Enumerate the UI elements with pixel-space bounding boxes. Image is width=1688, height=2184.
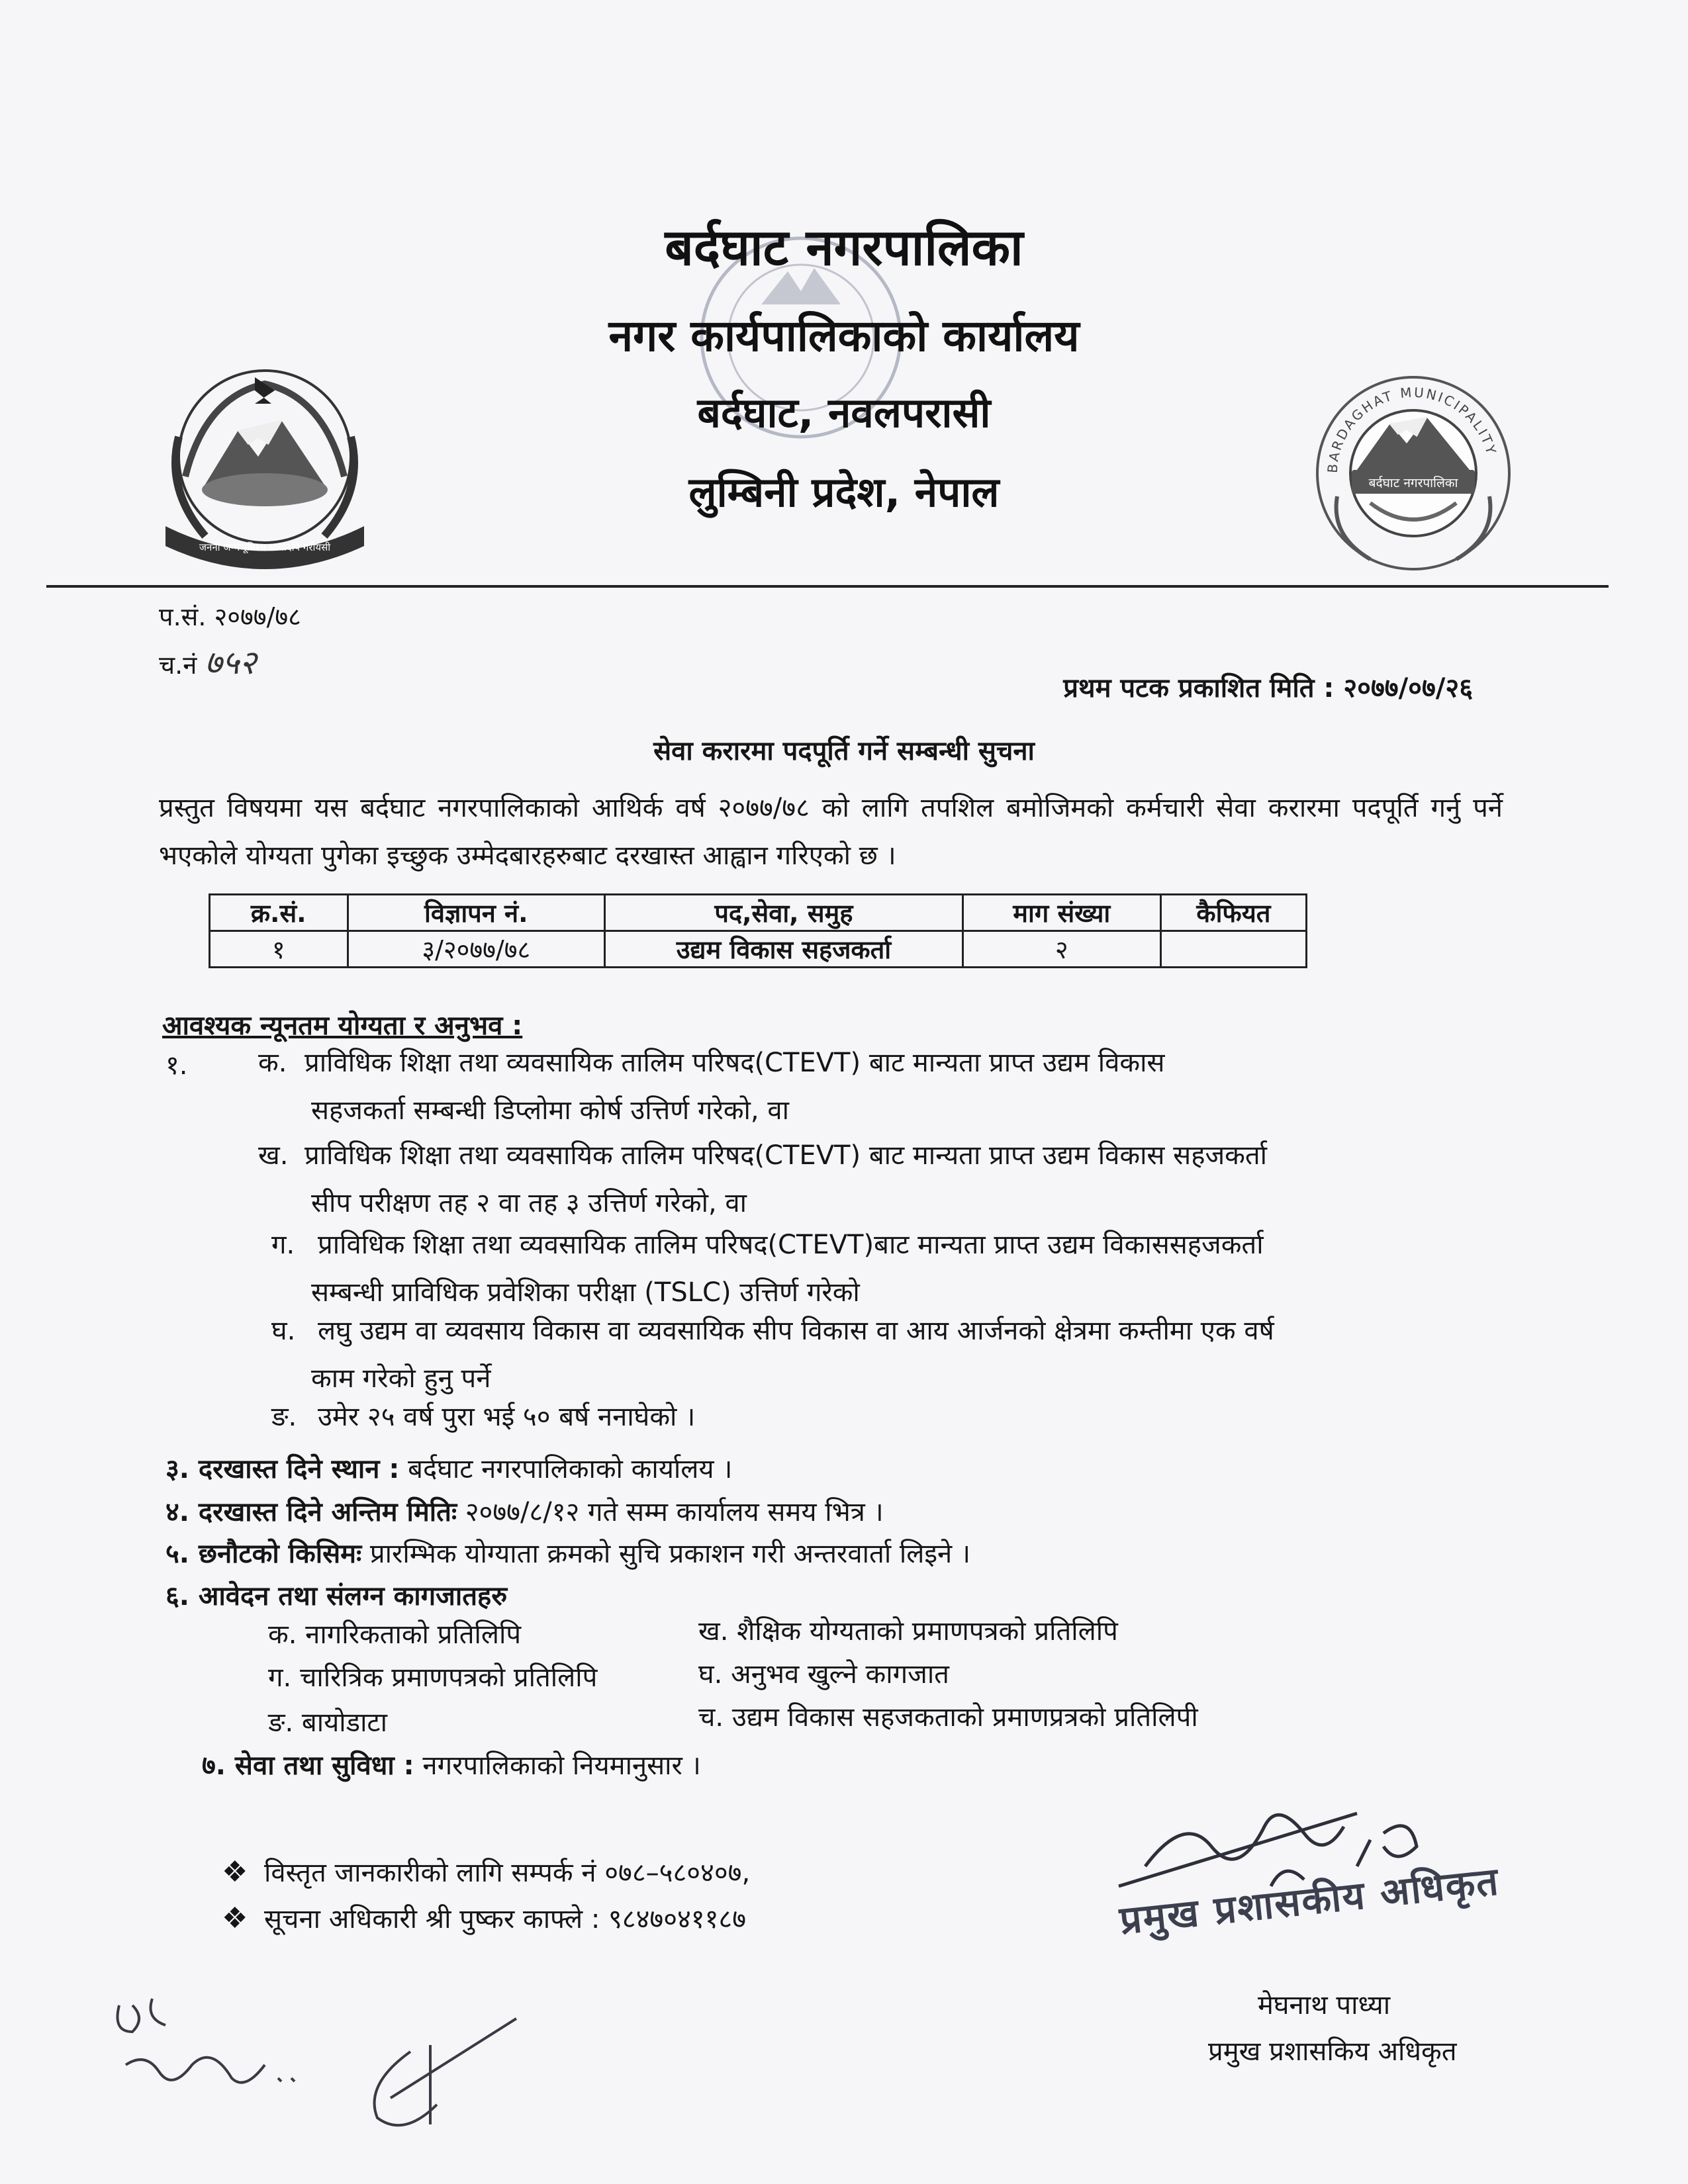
published-date-value: २०७७/०७/२६ [1343,673,1473,704]
document-item: ङ. बायोडाटा [268,1707,387,1738]
section-label: ४. दरखास्त दिने अन्तिम मितिः [165,1497,457,1527]
requirement-item [271,1221,1489,1316]
intro-paragraph: प्रस्तुत विषयमा यस बर्दघाट नगरपालिकाको आथिर्क वर्ष २०७७/७८ को लागि तपशिल बमोजिमको कर्मचारी सेवा करारमा पदपूर्ति गर्नु पर्ने भएकोले योग्यता पुगेका इच्छुक उम्मेदबारहरुबाट दरखास्त आह्वान गरिएको छ । [159,793,1503,871]
logo-text: बर्दघाट नगरपालिका [1368,476,1458,490]
logo-ring-text: BARDAGHAT MUNICIPALITY [1324,384,1500,474]
req-line: सम्बन्धी प्राविधिक प्रवेशिका परीक्षा (TSLC) उत्तिर्ण गरेको [311,1277,860,1308]
section-documents [165,1576,507,1613]
requirement-item [271,1393,1489,1441]
req-line: प्राविधिक शिक्षा तथा व्यवसायिक तालिम परिषद(CTEVT) बाट मान्यता प्राप्त उद्यम विकास [305,1048,1165,1078]
municipality-name: बर्दघाट नगरपालिका [665,218,1023,277]
req-line: उमेर २५ वर्ष पुरा भई ५० बर्ष ननाघेको । [318,1402,696,1432]
section-label: ३. दरखास्त दिने स्थान : [165,1454,400,1484]
section-value: नगरपालिकाको नियमानुसार । [422,1751,701,1781]
signatory-title: प्रमुख प्रशासकिय अधिकृत [1208,2036,1457,2067]
section-value: प्रारम्भिक योग्याता क्रमको सुचि प्रकाशन गरी अन्तरवार्ता लिइने । [369,1539,971,1569]
req-line: सहजकर्ता सम्बन्धी डिप्लोमा कोर्ष उत्तिर्ण गरेको, वा [311,1095,789,1126]
req-letter: घ. [271,1316,296,1346]
published-date-label: प्रथम पटक प्रकाशित मिति : [1063,673,1335,704]
req-line: प्राविधिक शिक्षा तथा व्यवसायिक तालिम परिषद(CTEVT) बाट मान्यता प्राप्त उद्यम विकास सहजकर्ता [305,1140,1268,1171]
section-facilities [202,1746,701,1782]
ps-label: प.सं. [159,602,207,631]
diamond-bullet-icon: ❖ [222,1855,248,1889]
document-item: क. नागरिकताको प्रतिलिपि [268,1619,522,1650]
section-label: ६. आवेदन तथा संलग्न कागजातहरु [165,1581,508,1612]
diamond-bullet-icon: ❖ [222,1901,248,1935]
contact-item [222,1853,750,1889]
section-label: ५. छनौटको किसिमः [165,1539,362,1569]
req-line: प्राविधिक शिक्षा तथा व्यवसायिक तालिम परिषद(CTEVT)बाट मान्यता प्राप्त उद्यम विकाससहजकर्ता [318,1230,1264,1260]
section-deadline [165,1492,884,1529]
post-table [209,893,1307,968]
document-item: च. उद्यम विकास सहजकताको प्रमाणप्रत्रको प्रतिलिपी [698,1702,1198,1733]
req-line: लघु उद्यम वा व्यवसाय विकास वा व्यवसायिक सीप विकास वा आय आर्जनको क्षेत्रमा कम्तीमा एक वर्ष [318,1316,1274,1346]
cn-value: ७५२ [205,643,257,682]
cell-adv-no: ३/२०७७/७८ [348,931,605,968]
ref-cn [159,639,256,684]
header-divider [46,585,1609,588]
province-name: लुम्बिनी प्रदेश, नेपाल [688,468,1000,516]
cell-post: उद्यम विकास सहजकर्ता [605,931,963,968]
requirement-item [258,1039,1476,1134]
notice-subject: सेवा करारमा पदपूर्ति गर्ने सम्बन्धी सुचना [653,736,1035,766]
emblem-ribbon-text: जननी जन्मभूमिश्च स्वर्गादपि गरीयसी [199,541,331,553]
col-demand: माग संख्या [962,895,1160,931]
req-letter: क. [258,1048,287,1078]
published-date [1063,668,1473,705]
req-line: काम गरेको हुनु पर्ने [311,1363,491,1394]
col-remarks: कैफियत [1160,895,1306,931]
table-header-row [210,895,1307,931]
col-post: पद,सेवा, समुह [605,895,963,931]
contact-item [222,1899,746,1936]
cell-demand: २ [962,931,1160,968]
requirements-number: १. [165,1050,188,1081]
requirement-item [258,1132,1489,1227]
office-name: नगर कार्यपालिकाको कार्यालय [608,310,1080,361]
designation-stamp: प्रमुख प्रशासकीय अधिकृत [1117,1858,1502,1943]
section-label: ७. सेवा तथा सुविधा : [202,1751,414,1781]
document-item: घ. अनुभव खुल्ने कागजात [698,1659,949,1690]
ps-value: २०७७/७८ [214,602,301,631]
document-item: ग. चारित्रिक प्रमाणपत्रको प्रतिलिपि [268,1662,598,1693]
cn-label: च.नं [159,651,197,680]
ref-ps [159,599,301,633]
col-adv-no: विज्ञापन नं. [348,895,605,931]
req-letter: ङ. [271,1402,297,1432]
section-application-place [165,1449,732,1486]
signatory-name: मेघनाथ पाध्या [1258,1990,1391,2021]
contact-text: सूचना अधिकारी श्री पुष्कर काफ्ले : ९८४७०४११८७ [264,1904,747,1934]
col-sn: क्र.सं. [210,895,348,931]
table-row [210,931,1307,968]
req-letter: ग. [271,1230,295,1260]
handwritten-initials [106,1979,344,2144]
office-address: बर्दघाट, नवलपरासी [697,388,991,437]
section-value: बर्दघाट नगरपालिकाको कार्यालय । [408,1454,733,1484]
req-letter: ख. [258,1140,289,1171]
cell-remarks [1160,931,1306,968]
handwritten-mark [351,1992,523,2144]
cell-sn: १ [210,931,348,968]
contact-text: विस्तृत जानकारीको लागि सम्पर्क नं ०७८–५८०४०७, [264,1858,751,1888]
req-line: सीप परीक्षण तह २ वा तह ३ उत्तिर्ण गरेको, वा [311,1188,747,1218]
document-item: ख. शैक्षिक योग्यताको प्रमाणपत्रको प्रतिलिपि [698,1616,1118,1647]
bardaghat-municipality-logo-icon [1311,371,1516,576]
section-selection-method [165,1534,970,1570]
requirement-item [271,1307,1489,1402]
requirements-heading: आवश्यक न्यूनतम योग्यता र अनुभव : [162,1011,523,1041]
section-value: २०७७/८/१२ गते सम्म कार्यालय समय भित्र । [465,1497,884,1527]
